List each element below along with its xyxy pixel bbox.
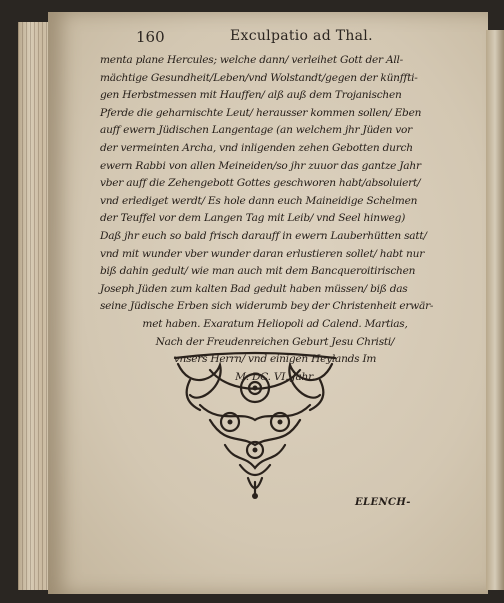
text-line: Pferde die geharnischte Leut/ herausser kommen sollen/ Eben [100,106,422,119]
text-line: mächtige Gesundheit/Leben/vnd Wolstandt/gegen der künffti- [100,71,418,84]
body-text [100,52,450,386]
running-title: Exculpatio ad Thal. [230,28,373,44]
text-line: Daß jhr euch so bald frisch darauff in ewern Lauberhütten satt/ [100,229,427,242]
text-line: vnd mit wunder vber wunder daran erlustieren sollet/ habt nur [100,247,425,260]
text-line: vnsers Herrn/ vnd einigen Heylands Im [173,353,377,366]
text-line: vnd erlediget werdt/ Es hole dann euch Maineidige Schelmen [100,194,418,207]
text-line: Nach der Freudenreichen Geburt Jesu Christi/ [155,335,395,348]
text-line: seine Jüdische Erben sich widerumb bey der Christenheit erwär- [100,300,434,313]
text-line: gen Herbstmessen mit Hauffen/ alß auß dem Trojanischen [100,89,402,102]
text-line: auff ewern Jüdischen Langentage (an welchem jhr Jüden vor [100,124,412,137]
text-line: der vermeinten Archa, vnd inligenden zehen Gebotten durch [100,141,413,154]
text-line: ewern Rabbi von allen Meineiden/so jhr zuuor das gantze Jahr [100,159,421,172]
decorative-ornament-icon [170,350,340,500]
page-header [80,28,440,50]
text-line: met haben. Exaratum Heliopoli ad Calend. Martias, [142,317,408,330]
text-line: der Teuffel vor dem Langen Tag mit Leib/ vnd Seel hinweg) [100,212,406,225]
text-line: biß dahin gedult/ wie man auch mit dem Bancqueroitirischen [100,265,416,278]
text-line: menta plane Hercules; welche dann/ verleihet Gott der All- [100,54,403,66]
facing-page-edge [486,30,504,590]
catchword: ELENCH- [355,497,411,508]
text-line: vber auff die Zehengebott Gottes geschworen habt/absoluiert/ [100,177,421,190]
page-number: 160 [136,28,165,46]
text-line: Joseph Jüden zum kalten Bad gedult haben müssen/ biß das [100,282,408,295]
text-line: M. DC. VI. Jahr. [235,370,315,383]
